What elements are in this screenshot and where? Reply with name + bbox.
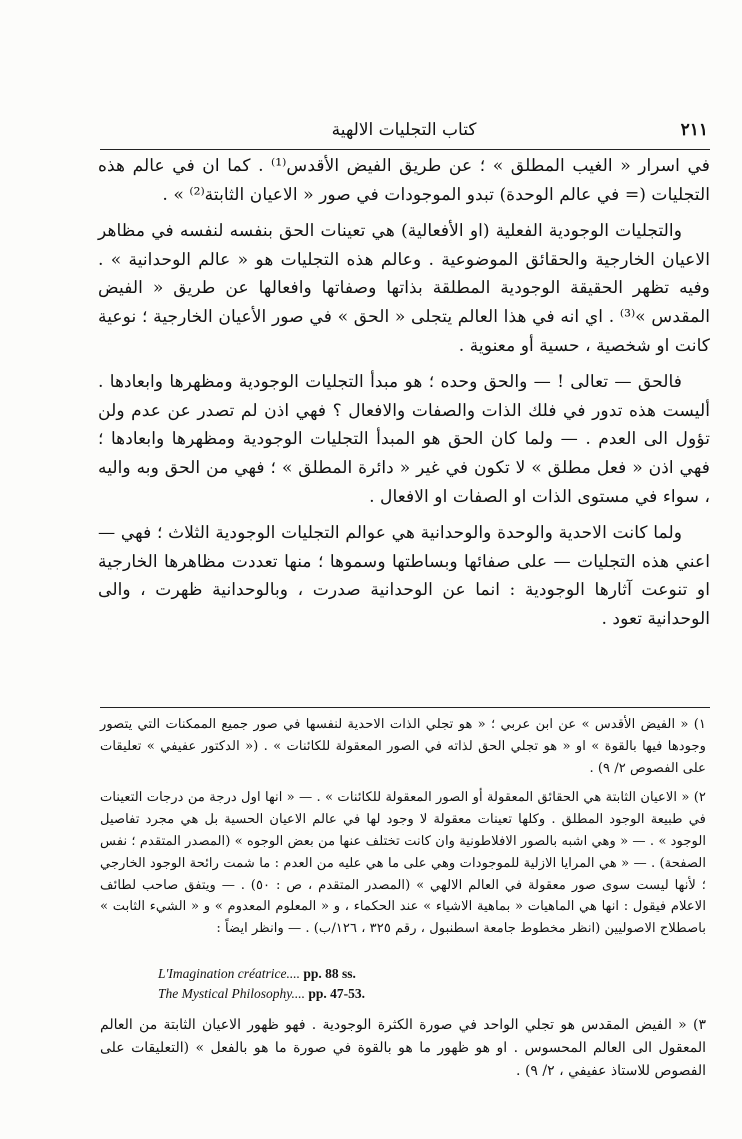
running-title: كتاب التجليات الالهية (331, 120, 477, 140)
page-number: ٢١١ (680, 120, 708, 140)
paragraph-2: والتجليات الوجودية الفعلية (او الأفعالية) هي تعينات الحق بنفسه لنفسه في مظاهر الاعيان الخارجية والحقائق الموضوعية . وعالم هذه التجليات هو « عالم الوحدانية » . وفيه تظهر الحقيقة الوجودية المطلقة بذاتها وصفاتها وافعالها عن طريق « الفيض المقدس »⁽³⁾ . اي انه في هذا العالم يتجلى « الحق » في صور الأعيان الخارجية ؛ نوعية كانت او شخصية ، حسية أو معنوية . (98, 221, 710, 356)
footnotes-block (100, 714, 706, 940)
paragraph-4: ولما كانت الاحدية والوحدة والوحدانية هي عوالم التجليات الوجودية الثلاث ؛ فهي — اعني هذه التجليات — على صفائها وبساطتها وسموها ؛ منها تعددت مظاهرها الخارجية او تنوعت آثارها الوجودية : انما عن الوحدانية صدرت ، وبالوحدانية ظهرت ، والى الوحدانية تعود . (98, 523, 710, 629)
paragraph-1: في اسرار « الغيب المطلق » ؛ عن طريق الفيض الأقدس⁽¹⁾ . كما ان في عالم هذه التجليات (= في عالم الوحدة) تبدو الموجودات في صور « الاعيان الثابتة⁽²⁾ » . (98, 156, 710, 205)
main-text (98, 152, 710, 634)
header-rule (100, 149, 710, 150)
latin-ref-pages: pp. 88 ss. (303, 966, 356, 981)
running-header (100, 118, 708, 146)
footnote-rule (100, 707, 710, 708)
footnote-3: ٣) « الفيض المقدس هو تجلي الواحد في صورة الكثرة الوجودية . فهو ظهور الاعيان الثابتة من العالم المعقول الى العالم المحسوس . او هو ظهور ما هو بالقوة في صورة ما هو بالفعل » (التعليقات على الفصوص للاستاذ عفيفي ، ٢/ ٩) . (100, 1017, 706, 1079)
footnote-2: ٢) « الاعيان الثابتة هي الحقائق المعقولة أو الصور المعقولة للكائنات » . — « انها اول درجة من درجات التعينات في طبيعة الوجود المطلق . وكلها تعينات معقولة لا وجود لها في عالم الاعيان الحسية بل هي مجرد تفاصيل الوجود » . — « وهي اشبه بالصور الافلاطونية وان كانت تختلف عنها من بعض الوجوه » (المصدر المتقدم ؛ نفس الصفحة) . — « هي المرايا الازلية للموجودات وهي على ما هي عليه من العدم : ما شمت رائحة الوجود الخارجي ؛ لأنها ليست سوى صور معقولة في العالم الالهي » (المصدر المتقدم ، ص : ٥٠) . — ويتفق صاحب لطائف الاعلام فيقول : انها هي الماهيات « بماهية الاشياء » عند الحكماء ، و « المعلوم المعدوم » و « الشيء الثابت » باصطلاح الاصوليين (انظر مخطوط جامعة اسطنبول ، رقم ٣٢٥ ، ١٢٦/ب) . — وانظر ايضاً : (100, 790, 706, 937)
paragraph-3: فالحق — تعالى ! — والحق وحده ؛ هو مبدأ التجليات الوجودية ومظهرها وابعادها . أليست هذه تدور في فلك الذات والصفات والافعال ؟ فهي اذن لم تصدر عن عدم ولن تؤول الى العدم . — ولما كان الحق هو المبدأ التجليات الوجودية ومظهرها وابعادها ؛ فهي اذن « فعل مطلق » لا تكون في غير « دائرة المطلق » ؛ فهي من الحق وبه واليه ، سواء في مستوى الذات او الصفات او الافعال . (98, 372, 710, 507)
footnote-3-block (100, 1014, 706, 1083)
latin-ref-pages: pp. 47-53. (308, 986, 365, 1001)
latin-reference-1 (158, 964, 356, 984)
latin-reference-2 (158, 984, 365, 1004)
latin-ref-title: L'Imagination créatrice.... (158, 966, 300, 981)
footnote-1: ١) « الفيض الأقدس » عن ابن عربي ؛ « هو تجلي الذات الاحدية لنفسها في صور جميع الممكنات التي يتصور وجودها فيها بالقوة » او « هو تجلي الحق لذاته في الصور المعقولة للكائنات » . (« الدكتور عفيفي » تعليقات على الفصوص ٢/ ٩) . (100, 717, 706, 776)
latin-ref-title: The Mystical Philosophy.... (158, 986, 305, 1001)
